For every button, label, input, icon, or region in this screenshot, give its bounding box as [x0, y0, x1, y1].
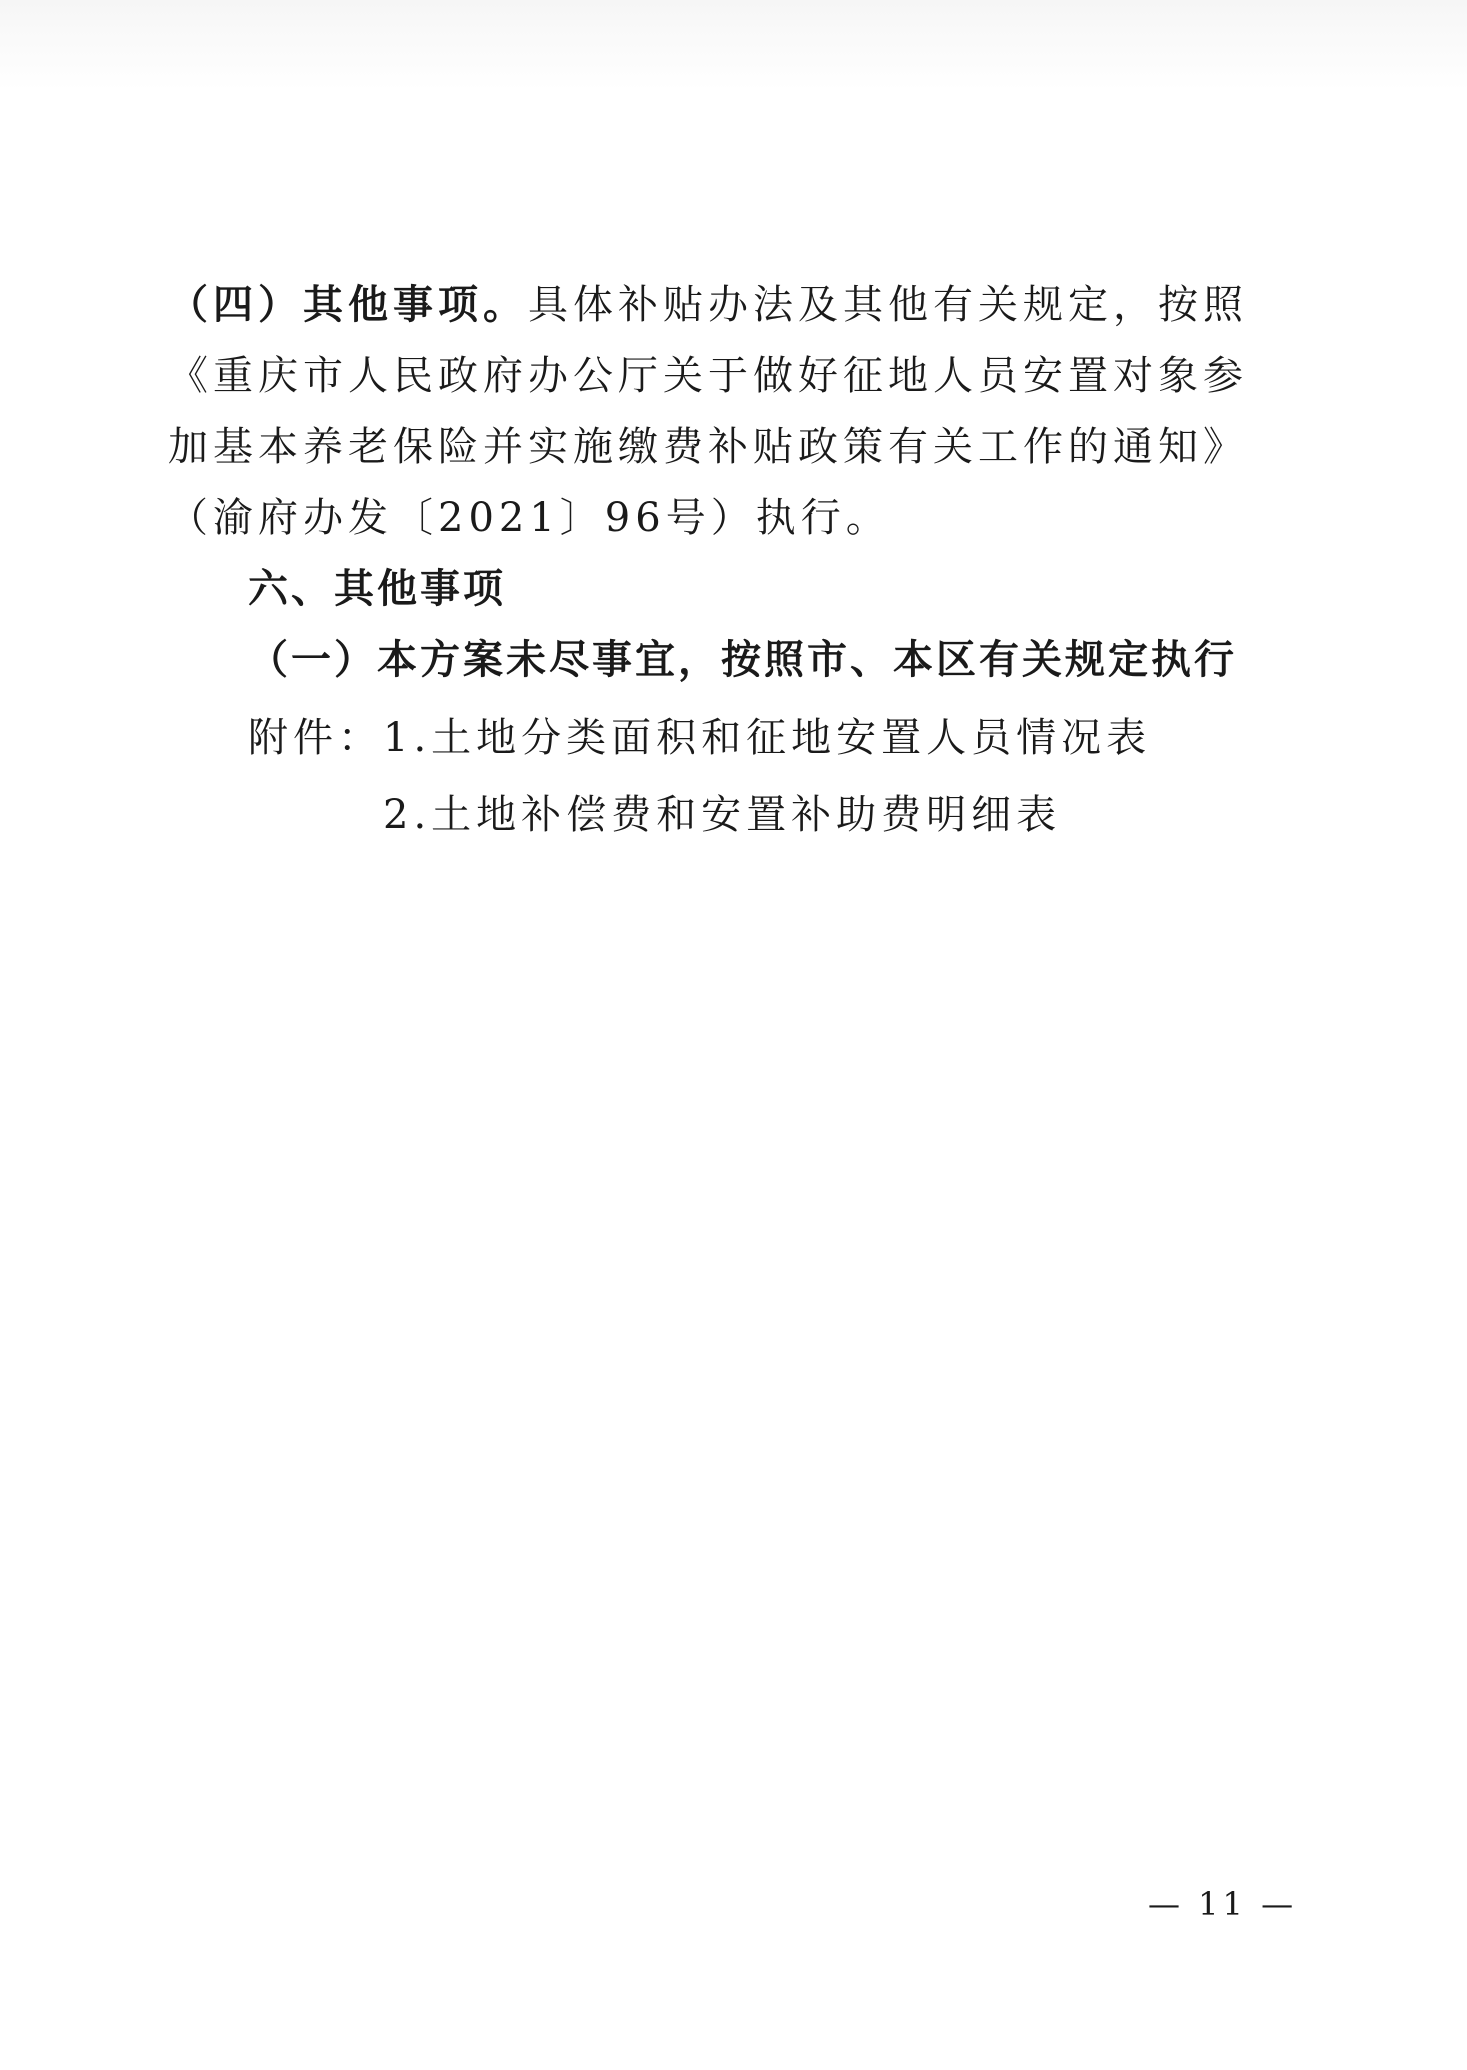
- attachment-item: 1.土地分类面积和征地安置人员情况表: [383, 715, 1152, 761]
- section-four-paragraph: [168, 270, 1288, 554]
- scan-shadow: [0, 0, 1467, 90]
- section-four-body: 具体补贴办法及其他有关规定，按照《重庆市人民政府办公厅关于做好征地人员安置对象参加基本养老保险并实施缴费补贴政策有关工作的通知》（渝府办发〔2021〕96号）执行。: [168, 282, 1248, 541]
- page-number: — 11 —: [1148, 1885, 1298, 1923]
- document-body: [168, 270, 1288, 854]
- heading-six: 六、其他事项: [248, 566, 506, 612]
- sub-heading-one: （一）本方案未尽事宜，按照市、本区有关规定执行: [248, 637, 1237, 683]
- attachment-item: 2.土地补偿费和安置补助费明细表: [383, 792, 1062, 838]
- section-four-lead: （四）其他事项。: [168, 282, 528, 328]
- attachments-label: 附件：: [248, 715, 383, 761]
- attachments-list: [383, 700, 1151, 854]
- attachments-block: [248, 700, 1288, 854]
